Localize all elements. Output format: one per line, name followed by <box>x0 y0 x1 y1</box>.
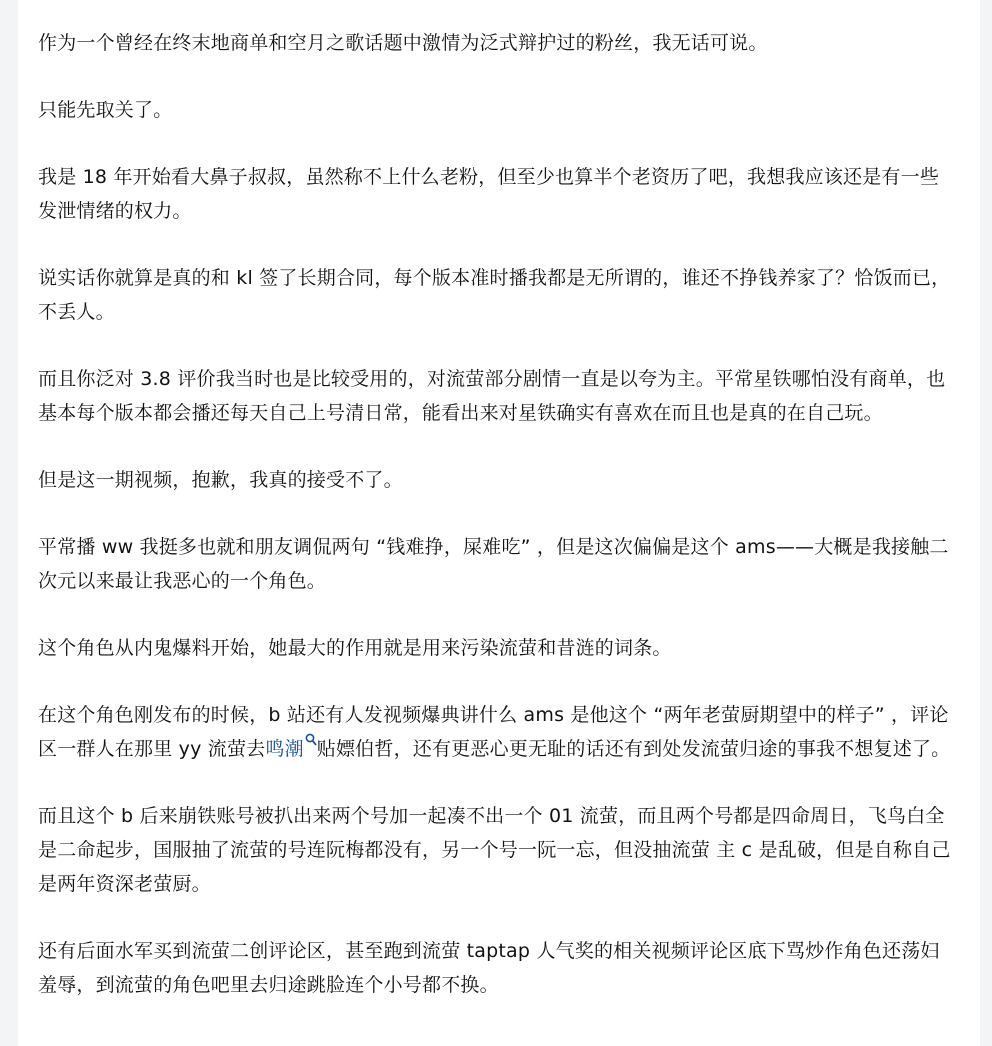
paragraph-10: 而且这个 b 后来崩铁账号被扒出来两个号加一起凑不出一个 01 流萤，而且两个号都是四命周日，飞鸟白全是二命起步，国服抽了流萤的号连阮梅都没有，另一个号一阮一忘，但没抽流萤 主 c 是乱破，但是自称自己是两年资深老萤厨。 <box>38 805 951 895</box>
search-icon[interactable] <box>305 733 317 747</box>
paragraph-7: 平常播 ww 我挺多也就和朋友调侃两句 “钱难挣，屎难吃” ，但是这次偏偏是这个 ams——大概是我接触二次元以来最让我恶心的一个角色。 <box>38 536 949 592</box>
paragraph-11: 还有后面水军买到流萤二创评论区，甚至跑到流萤 taptap 人气奖的相关视频评论区底下骂炒作角色还荡妇羞辱，到流萤的角色吧里去归途跳脸连个小号都不换。 <box>38 940 940 996</box>
paragraph-2: 只能先取关了。 <box>38 99 173 121</box>
search-link-mingchao[interactable] <box>265 738 316 760</box>
search-link-label[interactable]: 鸣潮 <box>265 738 304 760</box>
paragraph-9 <box>38 698 958 766</box>
answer-card <box>18 0 980 1046</box>
paragraph-1: 作为一个曾经在终末地商单和空月之歌话题中激情为泛式辩护过的粉丝，我无话可说。 <box>38 32 768 54</box>
paragraph-8: 这个角色从内鬼爆料开始，她最大的作用就是用来污染流萤和昔涟的词条。 <box>38 637 672 659</box>
paragraph-6: 但是这一期视频，抱歉，我真的接受不了。 <box>38 469 403 491</box>
paragraph-9-text-before: 在这个角色刚发布的时候，b 站还有人发视频爆典讲什么 ams 是他这个 “两年老萤厨期望中的样子” ，评论区一群人在那里 yy 流萤去 <box>38 704 949 760</box>
answer-content <box>38 26 958 1035</box>
paragraph-3: 我是 18 年开始看大鼻子叔叔，虽然称不上什么老粉，但至少也算半个老资历了吧，我想我应该还是有一些发泄情绪的权力。 <box>38 166 940 222</box>
paragraph-5: 而且你泛对 3.8 评价我当时也是比较受用的，对流萤部分剧情一直是以夸为主。平常星铁哪怕没有商单，也基本每个版本都会播还每天自己上号清日常，能看出来对星铁确实有喜欢在而且也是真的在自己玩。 <box>38 368 946 424</box>
paragraph-4: 说实话你就算是真的和 kl 签了长期合同，每个版本准时播我都是无所谓的，谁还不挣钱养家了？恰饭而已，不丢人。 <box>38 267 951 323</box>
paragraph-9-text-after: 贴嫖伯哲，还有更恶心更无耻的话还有到处发流萤归途的事我不想复述了。 <box>316 738 951 760</box>
